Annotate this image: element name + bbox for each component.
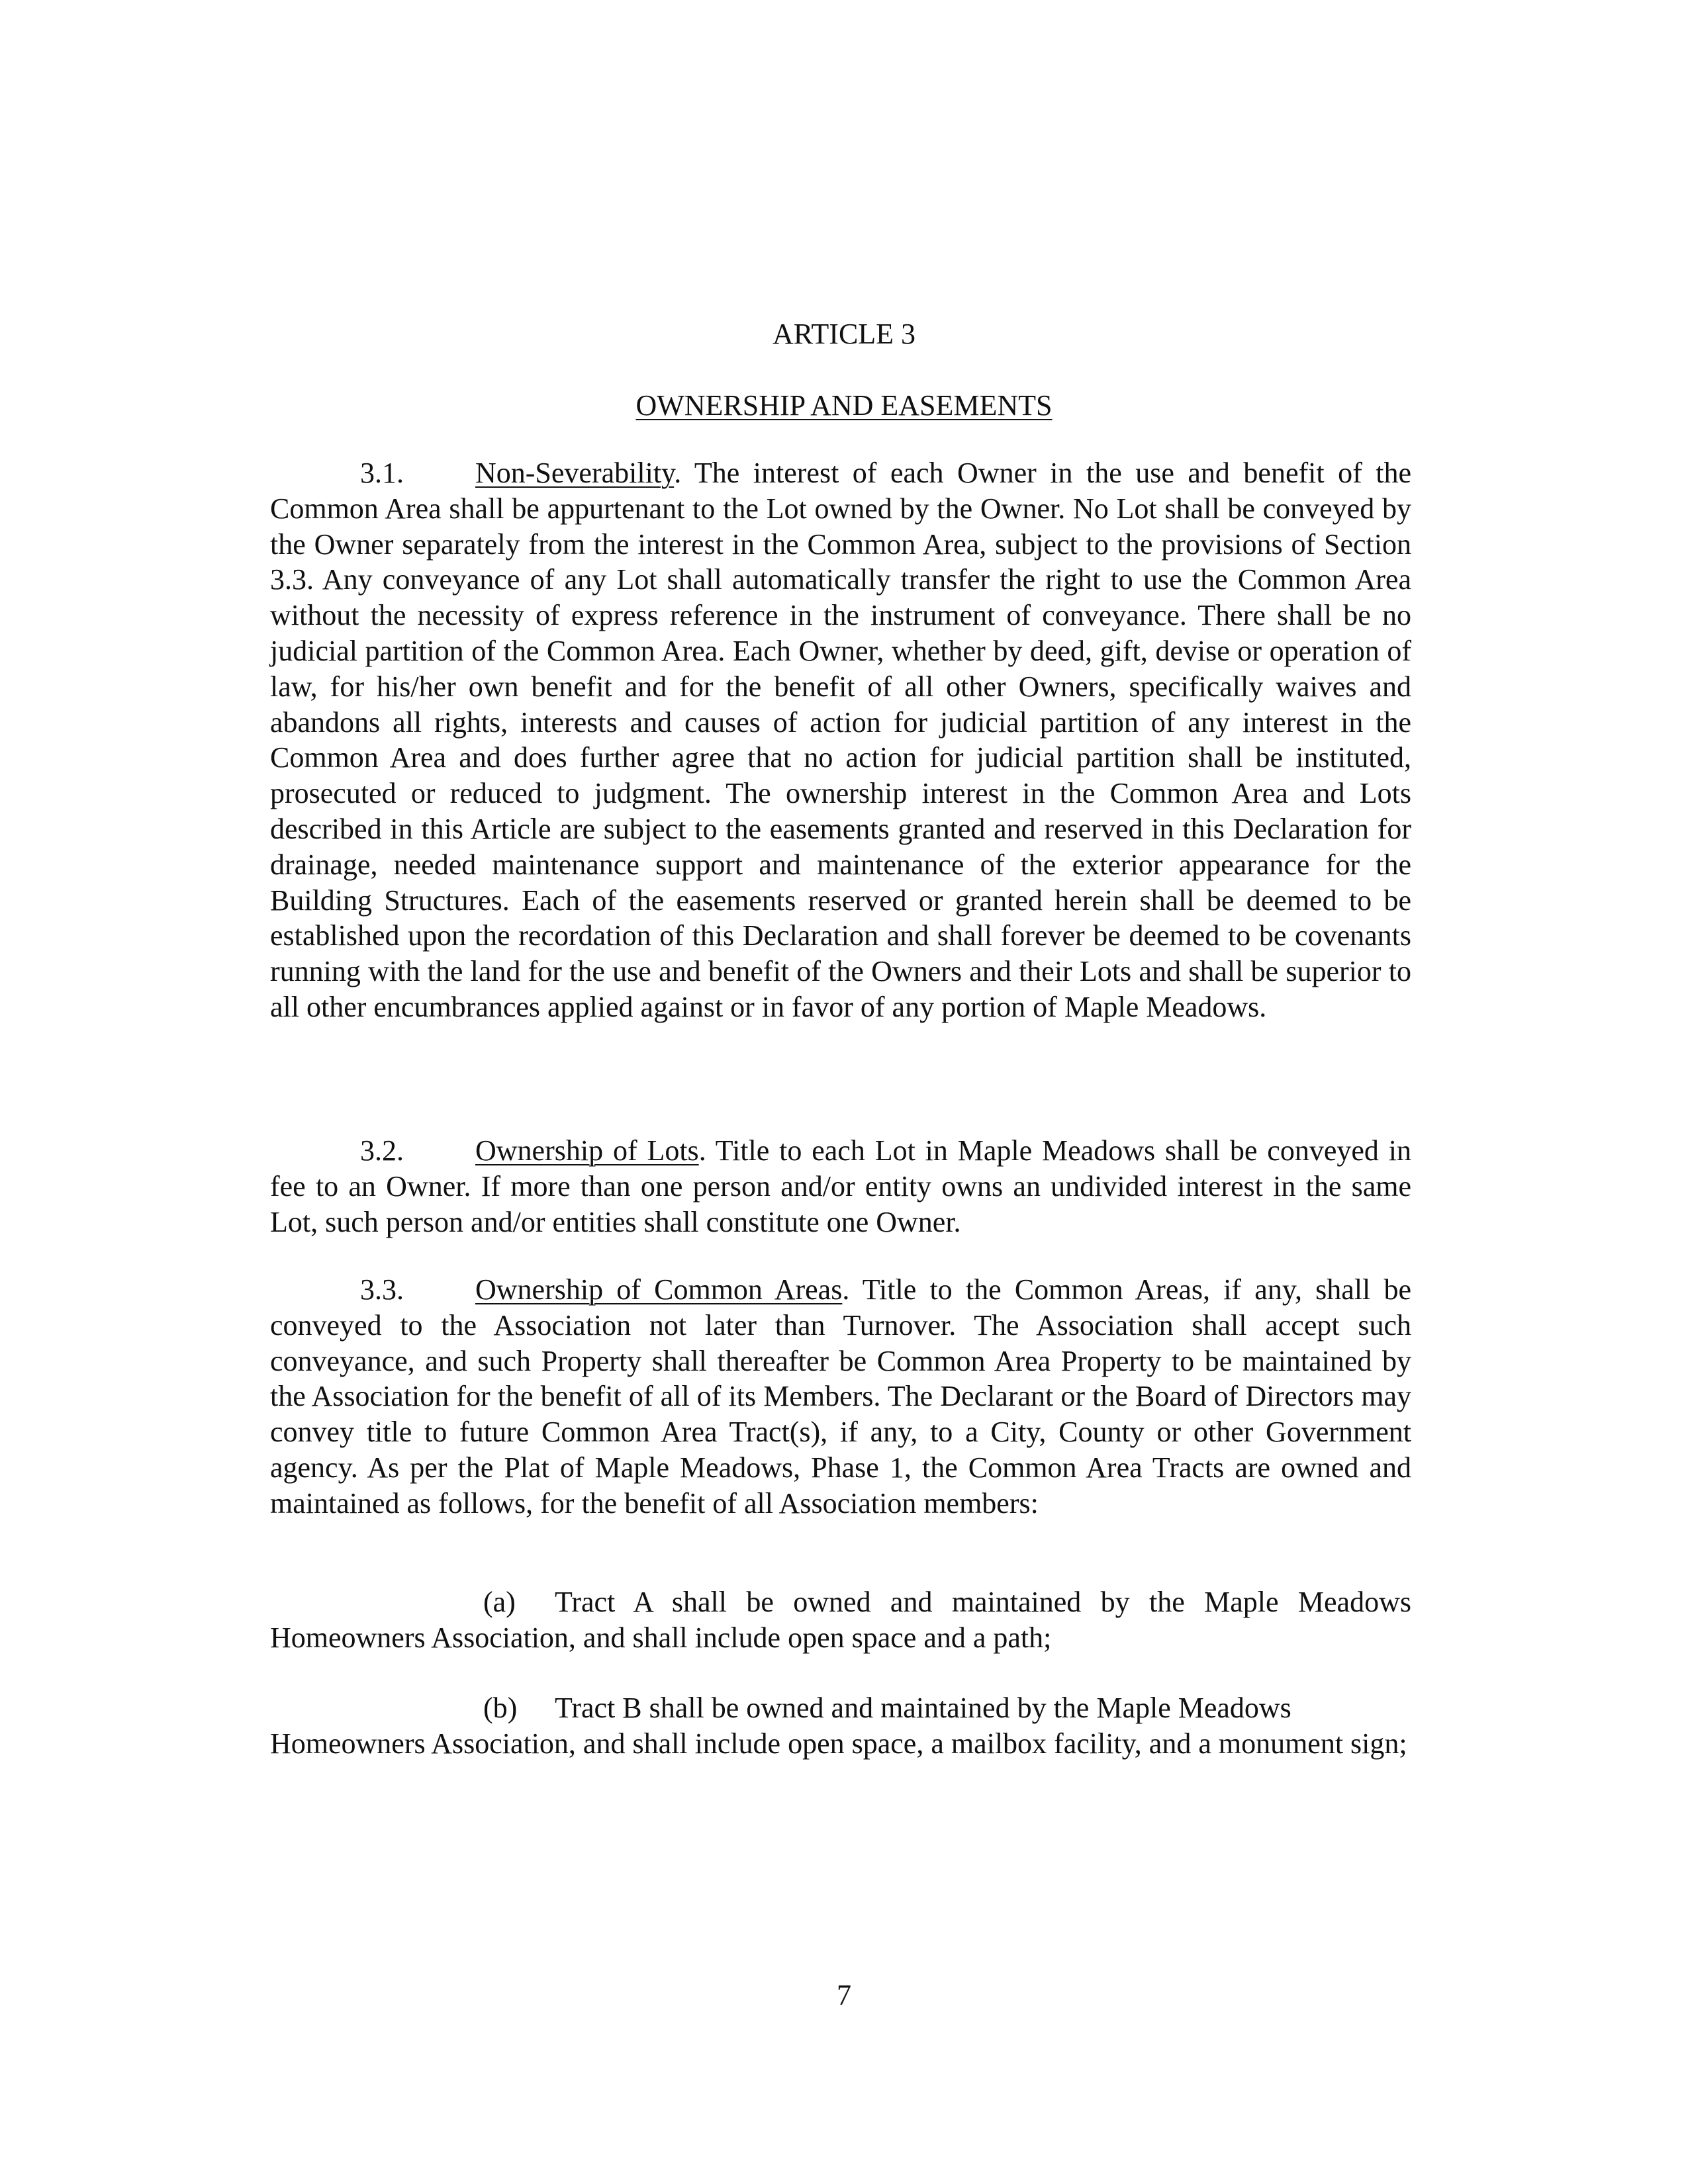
item-b <box>270 1690 1411 1762</box>
section-3-3 <box>270 1272 1411 1522</box>
article-heading <box>0 388 1688 424</box>
section-number: 3.2. <box>360 1134 404 1167</box>
section-title: Non-Severability <box>475 457 675 489</box>
item-a <box>270 1584 1411 1656</box>
item-label: (a) <box>483 1586 516 1618</box>
section-number: 3.3. <box>360 1273 404 1306</box>
section-3-2 <box>270 1133 1411 1240</box>
section-title: Ownership of Lots <box>475 1134 699 1167</box>
section-number: 3.1. <box>360 457 404 489</box>
section-body: . The interest of each Owner in the use and benefit of the Common Area shall be appurtenant to the Lot owned by the Owner. No Lot shall be conveyed by the Owner separately from the interest in the Common Area, subject to the provisions of Section 3.3. Any conveyance of any Lot shall automatically transfer the right to use the Common Area without the necessity of express reference in the instrument of conveyance. There shall be no judicial partition of the Common Area. Each Owner, whether by deed, gift, devise or operation of law, for his/her own benefit and for the benefit of all other Owners, specifically waives and abandons all rights, interests and causes of action for judicial partition of any interest in the Common Area and does further agree that no action for judicial partition shall be instituted, prosecuted or reduced to judgment. The ownership interest in the Common Area and Lots described in this Article are subject to the easements granted and reserved in this Declaration for drainage, needed maintenance support and maintenance of the exterior appearance for the Building Structures. Each of the easements reserved or granted herein shall be deemed to be established upon the recordation of this Declaration and shall forever be deemed to be covenants running with the land for the use and benefit of the Owners and their Lots and shall be superior to all other encumbrances applied against or in favor of any portion of Maple Meadows. <box>270 457 1411 1023</box>
section-body: . Title to the Common Areas, if any, shall be conveyed to the Association not later than Turnover. The Association shall accept such conveyance, and such Property shall thereafter be Common Area Property to be maintained by the Association for the benefit of all of its Members. The Declarant or the Board of Directors may convey title to future Common Area Tract(s), if any, to a City, County or other Government agency. As per the Plat of Maple Meadows, Phase 1, the Common Area Tracts are owned and maintained as follows, for the benefit of all Association members: <box>270 1273 1411 1520</box>
item-label: (b) <box>483 1692 518 1724</box>
article-title: ARTICLE 3 <box>772 318 916 350</box>
section-title: Ownership of Common Areas <box>475 1273 843 1306</box>
item-text: Tract B shall be owned and maintained by the Maple Meadows Homeowners Association, and shall include open space, a mailbox facility, and a monument sign; <box>270 1692 1407 1760</box>
item-text: Tract A shall be owned and maintained by the Maple Meadows Homeowners Association, and shall include open space and a path; <box>270 1586 1411 1654</box>
page-number: 7 <box>837 1979 851 2011</box>
section-3-1 <box>270 455 1411 1025</box>
section-body: . Title to each Lot in Maple Meadows shall be conveyed in fee to an Owner. If more than one person and/or entity owns an undivided interest in the same Lot, such person and/or entities shall constitute one Owner. <box>270 1134 1411 1238</box>
article-heading-text: OWNERSHIP AND EASEMENTS <box>635 389 1053 422</box>
